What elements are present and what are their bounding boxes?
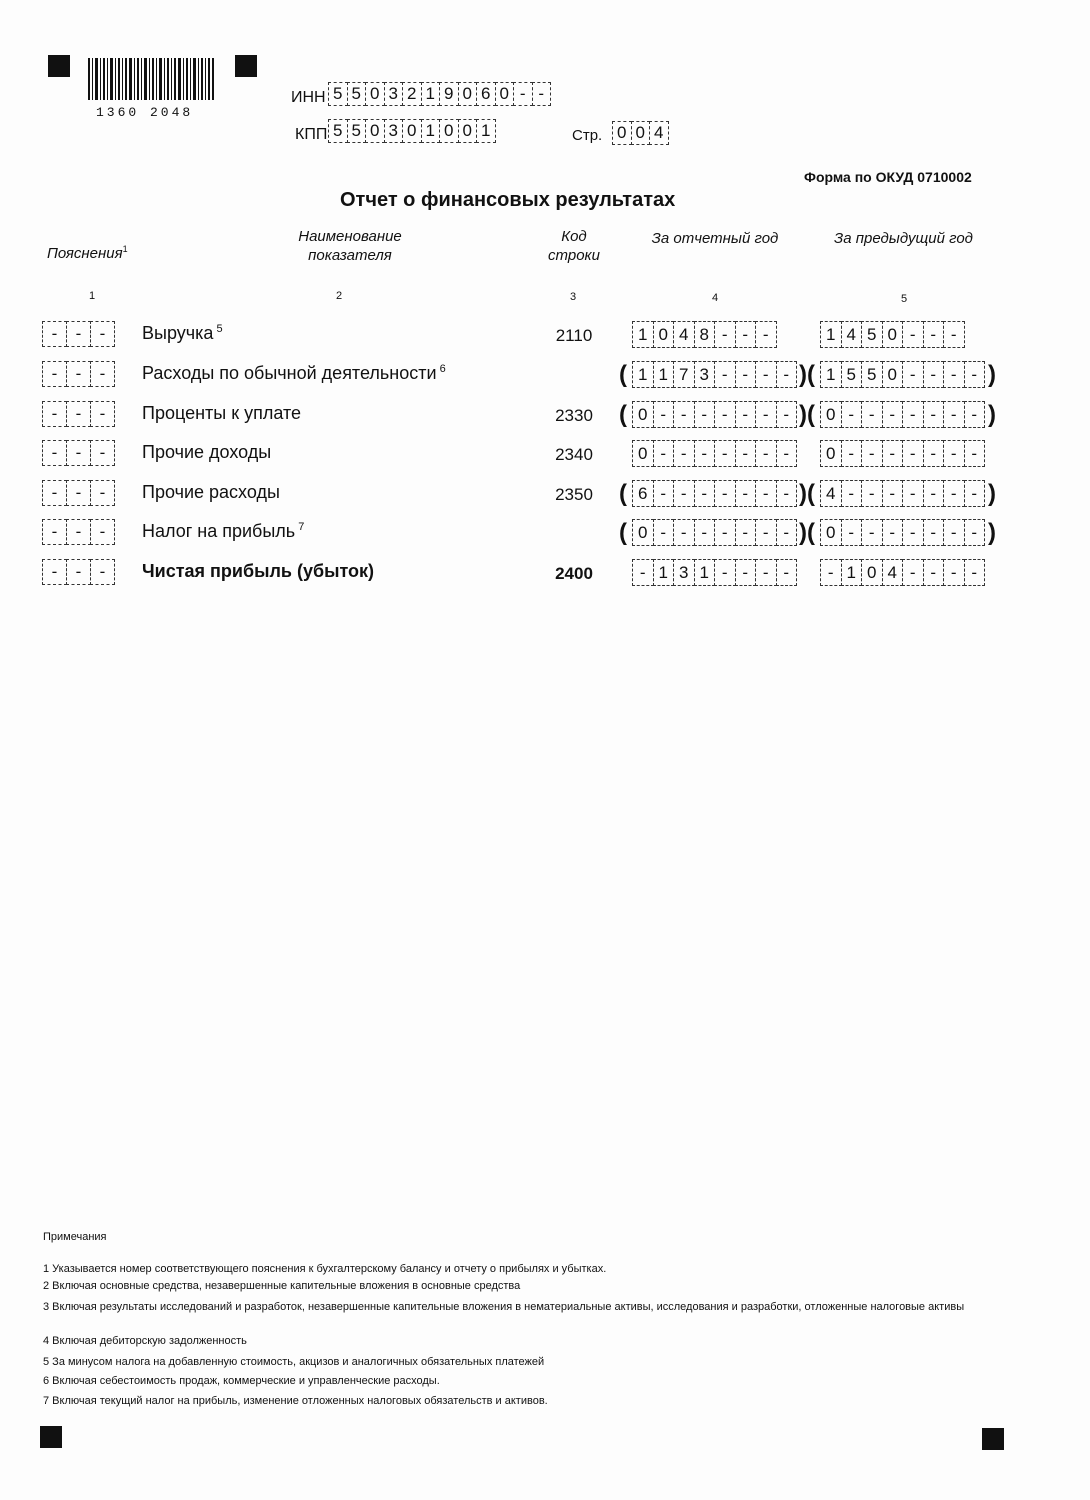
digit-cell: - xyxy=(42,401,67,427)
digit-cell: 0 xyxy=(632,440,654,467)
digit-cell: - xyxy=(861,401,883,428)
current-year-value xyxy=(632,401,796,428)
row-code: 2400 xyxy=(555,564,593,583)
digit-cell: 1 xyxy=(653,559,675,586)
digit-cell: - xyxy=(90,361,115,387)
digit-cell: - xyxy=(841,440,863,467)
digit-cell: - xyxy=(943,559,965,586)
row-name-text: Налог на прибыль xyxy=(142,521,296,541)
digit-cell: - xyxy=(943,440,965,467)
digit-cell: 5 xyxy=(328,119,348,143)
digit-cell: 1 xyxy=(421,82,441,106)
digit-cell: - xyxy=(882,480,904,507)
digit-cell: 0 xyxy=(632,401,654,428)
column-header-previous-year: За предыдущий год xyxy=(834,230,973,247)
open-paren: ( xyxy=(619,361,627,388)
row-name xyxy=(142,521,304,542)
mid-paren: )( xyxy=(799,480,815,507)
digit-cell: - xyxy=(42,361,67,387)
digit-cell: - xyxy=(90,519,115,545)
footnote-ref: 6 xyxy=(436,363,446,375)
column-header-code: Код строки xyxy=(548,228,600,264)
digit-cell: - xyxy=(673,519,695,546)
note-item: 6 Включая себестоимость продаж, коммерческие и управленческие расходы. xyxy=(43,1375,440,1387)
explanation-field xyxy=(42,480,114,506)
digit-cell: - xyxy=(902,401,924,428)
explanation-field xyxy=(42,361,114,387)
digit-cell: - xyxy=(735,559,757,586)
digit-cell: - xyxy=(964,559,986,586)
digit-cell: - xyxy=(964,519,986,546)
digit-cell: 4 xyxy=(673,321,695,348)
open-paren: ( xyxy=(619,519,627,546)
previous-year-value xyxy=(820,480,984,507)
digit-cell: - xyxy=(776,559,798,586)
digit-cell: - xyxy=(923,559,945,586)
digit-cell: - xyxy=(755,559,777,586)
digit-cell: 4 xyxy=(882,559,904,586)
close-paren: ) xyxy=(988,401,996,428)
digit-cell: - xyxy=(964,361,986,388)
explanation-field xyxy=(42,559,114,585)
digit-cell: - xyxy=(943,321,965,348)
digit-cell: - xyxy=(694,519,716,546)
row-name-text: Расходы по обычной деятельности xyxy=(142,363,437,383)
digit-cell: - xyxy=(902,559,924,586)
column-header-current-year: За отчетный год xyxy=(651,230,779,247)
digit-cell: 1 xyxy=(653,361,675,388)
digit-cell: 0 xyxy=(882,321,904,348)
digit-cell: - xyxy=(90,480,115,506)
digit-cell: - xyxy=(42,519,67,545)
digit-cell: 4 xyxy=(841,321,863,348)
digit-cell: - xyxy=(42,480,67,506)
mid-paren: )( xyxy=(799,401,815,428)
digit-cell: - xyxy=(42,321,67,347)
open-paren: ( xyxy=(619,401,627,428)
digit-cell: 0 xyxy=(495,82,515,106)
digit-cell: 0 xyxy=(820,440,842,467)
digit-cell: - xyxy=(923,480,945,507)
digit-cell: - xyxy=(66,401,91,427)
digit-cell: - xyxy=(513,82,533,106)
digit-cell: - xyxy=(714,480,736,507)
column-number: 2 xyxy=(336,290,343,302)
digit-cell: - xyxy=(42,440,67,466)
row-name-text: Выручка xyxy=(142,323,214,343)
row-name xyxy=(142,442,271,463)
digit-cell: - xyxy=(735,480,757,507)
digit-cell: - xyxy=(776,361,798,388)
current-year-value xyxy=(632,519,796,546)
digit-cell: - xyxy=(755,440,777,467)
digit-cell: - xyxy=(923,361,945,388)
digit-cell: 1 xyxy=(841,559,863,586)
close-paren: ) xyxy=(988,361,996,388)
digit-cell: - xyxy=(902,321,924,348)
digit-cell: - xyxy=(841,519,863,546)
digit-cell: - xyxy=(90,401,115,427)
digit-cell: - xyxy=(776,440,798,467)
digit-cell: - xyxy=(923,401,945,428)
digit-cell: - xyxy=(882,519,904,546)
note-item: 4 Включая дебиторскую задолженность xyxy=(43,1335,247,1347)
inn-label: ИНН xyxy=(291,89,326,106)
kpp-field xyxy=(328,119,495,143)
digit-cell: - xyxy=(923,519,945,546)
digit-cell: - xyxy=(735,401,757,428)
previous-year-value xyxy=(820,440,984,467)
note-item: 5 За минусом налога на добавленную стоимость, акцизов и аналогичных обязательных платежей xyxy=(43,1356,545,1368)
explanation-field xyxy=(42,440,114,466)
digit-cell: - xyxy=(755,480,777,507)
barcode xyxy=(86,58,216,100)
digit-cell: 5 xyxy=(328,82,348,106)
close-paren: ) xyxy=(988,480,996,507)
row-name xyxy=(142,323,223,344)
digit-cell: 1 xyxy=(632,321,654,348)
digit-cell: - xyxy=(902,519,924,546)
digit-cell: - xyxy=(755,321,777,348)
digit-cell: 5 xyxy=(861,321,883,348)
registration-marker-top-right xyxy=(235,55,257,77)
digit-cell: 1 xyxy=(820,321,842,348)
digit-cell: - xyxy=(735,321,757,348)
note-item: 1 Указывается номер соответствующего пояснения к бухгалтерскому балансу и отчету о прибылях и убытках. xyxy=(43,1263,607,1275)
digit-cell: 0 xyxy=(632,519,654,546)
mid-paren: )( xyxy=(799,519,815,546)
digit-cell: 3 xyxy=(384,119,404,143)
digit-cell: 0 xyxy=(861,559,883,586)
digit-cell: 4 xyxy=(649,121,669,145)
note-item: 7 Включая текущий налог на прибыль, изменение отложенных налоговых обязательств и активов. xyxy=(43,1395,548,1407)
form-code: Форма по ОКУД 0710002 xyxy=(804,169,972,185)
current-year-value xyxy=(632,361,796,388)
digit-cell: - xyxy=(841,480,863,507)
column-number: 3 xyxy=(570,291,577,303)
row-name-text: Чистая прибыль (убыток) xyxy=(142,561,375,581)
digit-cell: 0 xyxy=(365,119,385,143)
note-item: 3 Включая результаты исследований и разработок, незавершенные капительные вложения в нематериальные активы, исследования и разработки, отложенные налоговые активы xyxy=(43,1301,965,1313)
digit-cell: - xyxy=(964,401,986,428)
notes-title: Примечания xyxy=(43,1231,107,1243)
row-code: 2340 xyxy=(555,445,593,464)
mid-paren: )( xyxy=(799,361,815,388)
digit-cell: 0 xyxy=(612,121,632,145)
digit-cell: - xyxy=(882,440,904,467)
digit-cell: 5 xyxy=(347,82,367,106)
row-name xyxy=(142,561,374,582)
row-name-text: Прочие доходы xyxy=(142,442,272,462)
digit-cell: - xyxy=(714,321,736,348)
page-number-field xyxy=(612,121,668,145)
current-year-value xyxy=(632,559,796,586)
digit-cell: - xyxy=(673,440,695,467)
column-header-explanations: Пояснения$^1$ xyxy=(47,244,128,262)
digit-cell: - xyxy=(735,361,757,388)
digit-cell: 1 xyxy=(632,361,654,388)
explanation-field xyxy=(42,321,114,347)
registration-marker-bottom-left xyxy=(40,1426,62,1448)
digit-cell: 1 xyxy=(476,119,496,143)
digit-cell: 0 xyxy=(653,321,675,348)
digit-cell: - xyxy=(42,559,67,585)
digit-cell: - xyxy=(902,361,924,388)
footnote-ref: 7 xyxy=(295,521,305,533)
digit-cell: 0 xyxy=(402,119,422,143)
digit-cell: - xyxy=(735,519,757,546)
digit-cell: - xyxy=(714,440,736,467)
digit-cell: 9 xyxy=(439,82,459,106)
footnote-ref: 5 xyxy=(213,323,223,335)
digit-cell: - xyxy=(532,82,552,106)
row-name-text: Прочие расходы xyxy=(142,482,280,502)
digit-cell: 3 xyxy=(384,82,404,106)
digit-cell: - xyxy=(776,401,798,428)
digit-cell: - xyxy=(694,440,716,467)
current-year-value xyxy=(632,321,776,348)
digit-cell: - xyxy=(66,519,91,545)
previous-year-value xyxy=(820,559,984,586)
digit-cell: 0 xyxy=(439,119,459,143)
digit-cell: - xyxy=(653,480,675,507)
registration-marker-top-left xyxy=(48,55,70,77)
digit-cell: - xyxy=(673,480,695,507)
digit-cell: - xyxy=(923,440,945,467)
digit-cell: - xyxy=(943,519,965,546)
registration-marker-bottom-right xyxy=(982,1428,1004,1450)
row-code: 2110 xyxy=(555,326,593,345)
digit-cell: 6 xyxy=(632,480,654,507)
current-year-value xyxy=(632,480,796,507)
barcode-number: 1360 2048 xyxy=(96,105,194,120)
digit-cell: 3 xyxy=(673,559,695,586)
digit-cell: - xyxy=(943,361,965,388)
digit-cell: 0 xyxy=(882,361,904,388)
digit-cell: - xyxy=(90,440,115,466)
digit-cell: - xyxy=(755,519,777,546)
digit-cell: - xyxy=(943,401,965,428)
row-name xyxy=(142,363,446,384)
digit-cell: - xyxy=(632,559,654,586)
digit-cell: - xyxy=(90,559,115,585)
digit-cell: 0 xyxy=(365,82,385,106)
digit-cell: 0 xyxy=(458,119,478,143)
digit-cell: 4 xyxy=(820,480,842,507)
digit-cell: - xyxy=(776,480,798,507)
digit-cell: - xyxy=(714,519,736,546)
digit-cell: - xyxy=(820,559,842,586)
current-year-value xyxy=(632,440,796,467)
kpp-label: КПП xyxy=(295,126,328,143)
row-code: 2350 xyxy=(555,485,593,504)
digit-cell: 1 xyxy=(421,119,441,143)
digit-cell: - xyxy=(923,321,945,348)
digit-cell: 3 xyxy=(694,361,716,388)
row-name-text: Проценты к уплате xyxy=(142,403,301,423)
note-item: 2 Включая основные средства, незавершенные капительные вложения в основные средства xyxy=(43,1280,521,1292)
open-paren: ( xyxy=(619,480,627,507)
digit-cell: - xyxy=(653,519,675,546)
digit-cell: 5 xyxy=(841,361,863,388)
digit-cell: - xyxy=(694,480,716,507)
page-label: Стр. xyxy=(572,127,603,144)
digit-cell: 0 xyxy=(820,401,842,428)
digit-cell: - xyxy=(653,401,675,428)
digit-cell: - xyxy=(776,519,798,546)
digit-cell: - xyxy=(861,519,883,546)
digit-cell: - xyxy=(714,401,736,428)
digit-cell: - xyxy=(90,321,115,347)
digit-cell: - xyxy=(861,440,883,467)
explanation-field xyxy=(42,401,114,427)
digit-cell: - xyxy=(694,401,716,428)
digit-cell: - xyxy=(66,559,91,585)
digit-cell: 0 xyxy=(458,82,478,106)
digit-cell: - xyxy=(714,559,736,586)
digit-cell: - xyxy=(861,480,883,507)
digit-cell: - xyxy=(841,401,863,428)
previous-year-value xyxy=(820,361,984,388)
digit-cell: 1 xyxy=(820,361,842,388)
previous-year-value xyxy=(820,321,964,348)
inn-field xyxy=(328,82,550,106)
digit-cell: - xyxy=(902,480,924,507)
digit-cell: - xyxy=(66,361,91,387)
digit-cell: - xyxy=(735,440,757,467)
row-name xyxy=(142,403,301,424)
digit-cell: - xyxy=(66,321,91,347)
row-code: 2330 xyxy=(555,406,593,425)
close-paren: ) xyxy=(988,519,996,546)
digit-cell: - xyxy=(882,401,904,428)
explanation-field xyxy=(42,519,114,545)
previous-year-value xyxy=(820,401,984,428)
column-number: 1 xyxy=(89,290,96,302)
digit-cell: 8 xyxy=(694,321,716,348)
digit-cell: 2 xyxy=(402,82,422,106)
digit-cell: - xyxy=(66,440,91,466)
digit-cell: 0 xyxy=(631,121,651,145)
digit-cell: 5 xyxy=(861,361,883,388)
digit-cell: 1 xyxy=(694,559,716,586)
page-title: Отчет о финансовых результатах xyxy=(340,189,676,211)
digit-cell: 6 xyxy=(476,82,496,106)
digit-cell: - xyxy=(755,361,777,388)
digit-cell: - xyxy=(964,480,986,507)
digit-cell: - xyxy=(964,440,986,467)
digit-cell: - xyxy=(714,361,736,388)
column-number: 5 xyxy=(901,293,908,305)
digit-cell: - xyxy=(66,480,91,506)
digit-cell: 7 xyxy=(673,361,695,388)
digit-cell: - xyxy=(653,440,675,467)
row-name xyxy=(142,482,280,503)
column-header-name: Наименование показателя xyxy=(298,228,402,264)
column-number: 4 xyxy=(712,292,719,304)
digit-cell: - xyxy=(673,401,695,428)
digit-cell: - xyxy=(943,480,965,507)
digit-cell: - xyxy=(755,401,777,428)
digit-cell: - xyxy=(902,440,924,467)
digit-cell: 0 xyxy=(820,519,842,546)
digit-cell: 5 xyxy=(347,119,367,143)
previous-year-value xyxy=(820,519,984,546)
